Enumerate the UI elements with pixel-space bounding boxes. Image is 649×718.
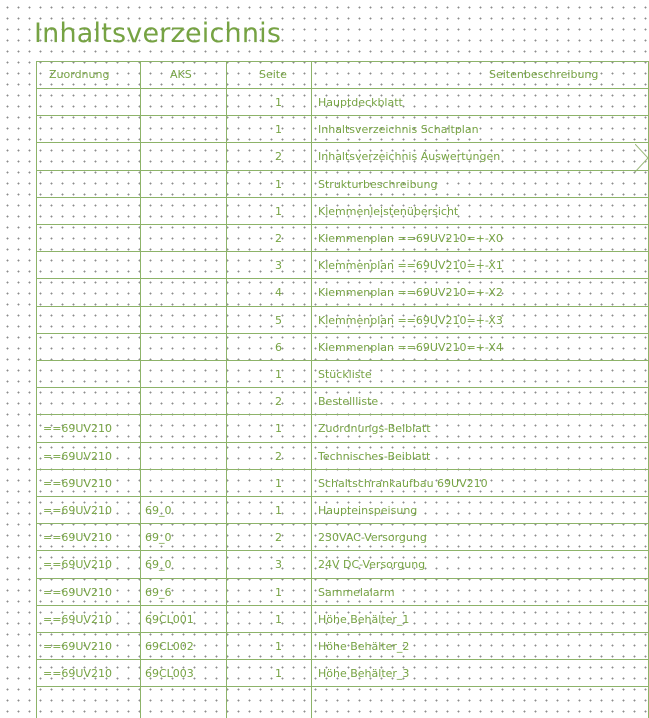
cell-aks: 69_0	[145, 531, 172, 544]
table-row[interactable]	[36, 89, 649, 116]
cell-seite: 5	[275, 314, 282, 327]
column-header-seite[interactable]: Seite	[259, 68, 287, 81]
cell-seitenbeschreibung: Höhe Behälter_3	[318, 667, 410, 680]
cell-seitenbeschreibung: Technisches-Beiblatt	[318, 450, 431, 463]
table-row[interactable]	[36, 687, 649, 714]
cell-seitenbeschreibung: Sammelalarm	[318, 586, 395, 599]
cell-seite: 1	[275, 178, 282, 191]
cell-zuordnung: ==69UV210	[43, 477, 113, 490]
table-row[interactable]	[36, 225, 649, 252]
table-row[interactable]	[36, 171, 649, 198]
cell-seite: 3	[275, 558, 282, 571]
cell-seitenbeschreibung: Inhaltsverzeichnis Schaltplan	[318, 123, 479, 136]
table-row[interactable]	[36, 551, 649, 578]
table-row[interactable]	[36, 361, 649, 388]
cell-seite: 1	[275, 368, 282, 381]
table-row[interactable]	[36, 497, 649, 524]
cell-aks: 69_6	[145, 586, 172, 599]
cell-seitenbeschreibung: Hauptdeckblatt	[318, 96, 403, 109]
cell-seite: 2	[275, 232, 282, 245]
cell-seite: 6	[275, 341, 282, 354]
table-row[interactable]	[36, 388, 649, 415]
table-row[interactable]	[36, 116, 649, 143]
table-row[interactable]	[36, 606, 649, 633]
table-row[interactable]	[36, 279, 649, 306]
cell-seite: 1	[275, 96, 282, 109]
cell-seitenbeschreibung: 24V DC-Versorgung	[318, 558, 426, 571]
cell-zuordnung: ==69UV210	[43, 586, 113, 599]
table-row[interactable]	[36, 415, 649, 442]
cell-seite: 2	[275, 531, 282, 544]
cell-seitenbeschreibung: Klemmenleistenübersicht	[318, 205, 459, 218]
table-row[interactable]	[36, 579, 649, 606]
cell-seite: 1	[275, 205, 282, 218]
cell-seite: 1	[275, 586, 282, 599]
cell-seitenbeschreibung: Inhaltsverzeichnis Auswertungen	[318, 150, 501, 163]
cell-seite: 1	[275, 640, 282, 653]
cell-seite: 1	[275, 667, 282, 680]
table-row[interactable]	[36, 252, 649, 279]
cell-aks: 69CL002	[145, 640, 194, 653]
cell-aks: 69CL003	[145, 667, 194, 680]
cell-seite: 3	[275, 259, 282, 272]
cell-seitenbeschreibung: Stückliste	[318, 368, 372, 381]
cell-seite: 1	[275, 477, 282, 490]
table-row[interactable]	[36, 524, 649, 551]
table-row[interactable]	[36, 470, 649, 497]
cell-zuordnung: ==69UV210	[43, 667, 113, 680]
grid-line-horizontal	[36, 61, 649, 62]
table-row[interactable]	[36, 633, 649, 660]
cell-seitenbeschreibung: Höhe Behälter_1	[318, 613, 410, 626]
cell-zuordnung: ==69UV210	[43, 613, 113, 626]
cell-seite: 2	[275, 450, 282, 463]
cell-zuordnung: ==69UV210	[43, 504, 113, 517]
table-row[interactable]	[36, 307, 649, 334]
cell-seitenbeschreibung: Klemmenplan ==69UV210=+-X1	[318, 259, 503, 272]
table-row[interactable]	[36, 143, 649, 170]
cell-zuordnung: ==69UV210	[43, 422, 113, 435]
cell-zuordnung: ==69UV210	[43, 450, 113, 463]
column-header-seitenbeschreibung[interactable]: Seitenbeschreibung	[489, 68, 599, 81]
table-row[interactable]	[36, 660, 649, 687]
cell-seitenbeschreibung: Bestellliste	[318, 395, 379, 408]
column-header-zuordnung[interactable]: Zuordnung	[49, 68, 110, 81]
cell-seitenbeschreibung: Klemmenplan ==69UV210=+-X3	[318, 314, 503, 327]
cell-seite: 1	[275, 504, 282, 517]
cell-seite: 2	[275, 395, 282, 408]
cell-zuordnung: ==69UV210	[43, 558, 113, 571]
cell-seitenbeschreibung: Haupteinspeisung	[318, 504, 418, 517]
table-row[interactable]	[36, 443, 649, 470]
cell-aks: 69_0	[145, 558, 172, 571]
cell-aks: 69_0	[145, 504, 172, 517]
table-row[interactable]	[36, 198, 649, 225]
cell-aks: 69CL001	[145, 613, 194, 626]
cell-seitenbeschreibung: 230VAC-Versorgung	[318, 531, 427, 544]
column-header-aks[interactable]: AKS	[170, 68, 192, 81]
cell-seite: 1	[275, 613, 282, 626]
cell-seitenbeschreibung: Höhe Behälter_2	[318, 640, 410, 653]
cell-seite: 4	[275, 286, 282, 299]
cell-seitenbeschreibung: Zuordnungs-Beiblatt	[318, 422, 431, 435]
cell-zuordnung: ==69UV210	[43, 531, 113, 544]
cell-seitenbeschreibung: Klemmenplan ==69UV210=+-X0	[318, 232, 503, 245]
cell-seite: 1	[275, 123, 282, 136]
cell-seitenbeschreibung: Strukturbeschreibung	[318, 178, 438, 191]
cell-zuordnung: ==69UV210	[43, 640, 113, 653]
cell-seitenbeschreibung: Schaltschrankaufbau 69UV210	[318, 477, 488, 490]
cell-seitenbeschreibung: Klemmenplan ==69UV210=+-X4	[318, 341, 503, 354]
table-row[interactable]	[36, 334, 649, 361]
cell-seite	[226, 687, 282, 714]
page-title: Inhaltsverzeichnis	[34, 18, 282, 49]
cell-seite: 2	[275, 150, 282, 163]
cell-seitenbeschreibung: Klemmenplan ==69UV210=+-X2	[318, 286, 503, 299]
cell-seite: 1	[275, 422, 282, 435]
